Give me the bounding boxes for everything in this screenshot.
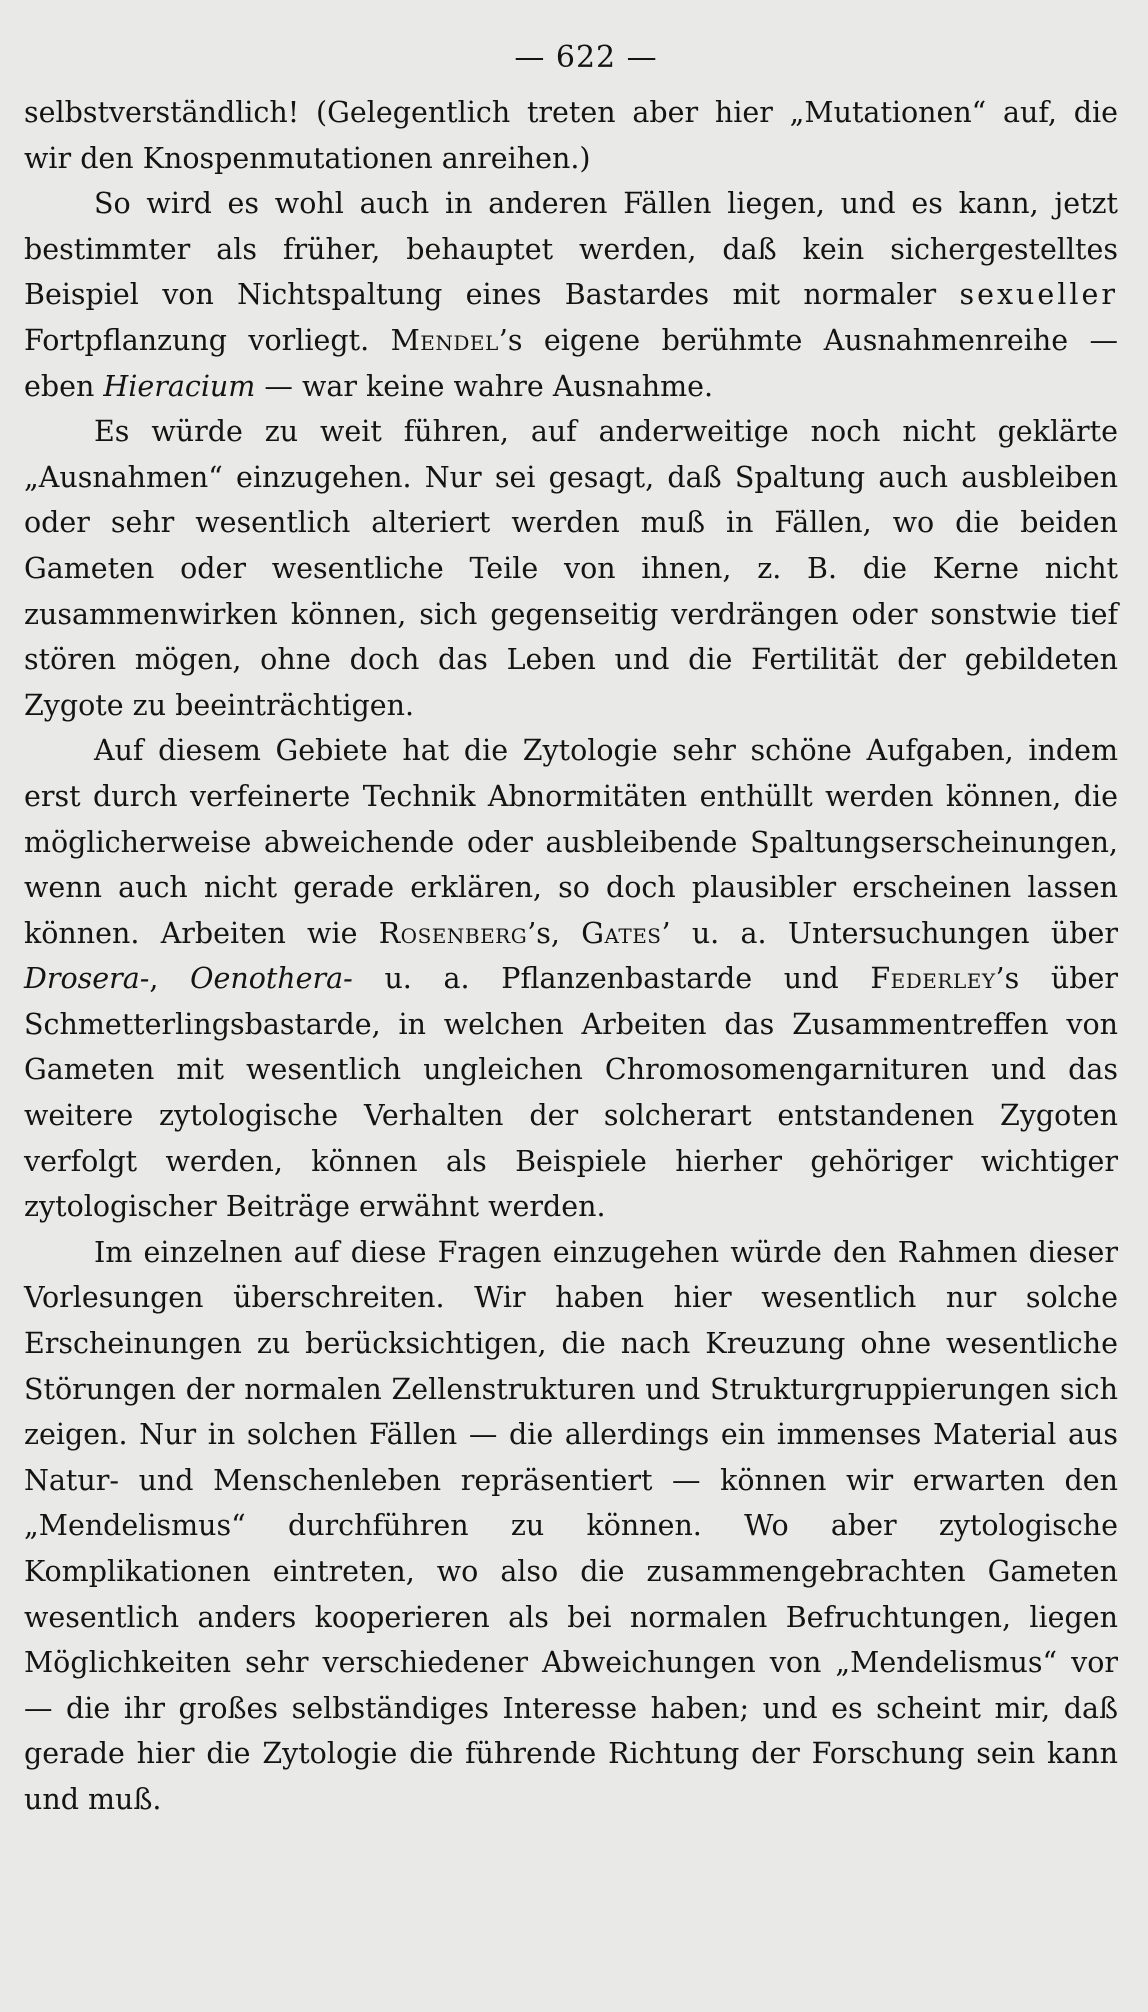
text-run: Gates (581, 916, 662, 950)
text-run: Fortpflanzung vorliegt. (24, 323, 391, 357)
text-run: ’s, (527, 916, 582, 950)
text-run: , (149, 962, 191, 996)
text-run: selbstverständlich! (Gelegentlich treten aber hier „Mutationen“ auf, die wir den Knospenmutationen anreihen.) (24, 96, 1118, 175)
page-number: — 622 — (514, 40, 658, 75)
paragraph-5 (24, 1230, 1118, 1823)
text-run: u. a. Pflanzenbastarde und (352, 962, 871, 996)
text-run: sexueller (959, 278, 1118, 312)
text-run: Rosenberg (378, 916, 528, 950)
text-run: Mendel (390, 323, 499, 357)
text-run: So wird es wohl auch in anderen Fällen liegen, und es kann, jetzt bestimmter als früher, behauptet werden, daß kein sichergestelltes Beispiel von Nichtspaltung eines Bastardes mit normaler (24, 187, 1118, 312)
text-run: Im einzelnen auf diese Fragen einzugehen würde den Rahmen dieser Vorlesungen überschreiten. Wir haben hier wesentlich nur solche Erscheinungen zu berücksichtigen, die nach Kreuzung ohne wesentliche Störungen der normalen Zellenstrukturen und Strukturgruppierungen sich zeigen. Nur in solchen Fällen — die allerdings ein immenses Material aus Natur- und Menschenleben repräsentiert — können wir erwarten den „Mendelismus“ durchführen zu können. Wo aber zytologische Komplikationen eintreten, wo also die zusammengebrachten Gameten wesentlich anders kooperieren als bei normalen Befruchtungen, liegen Möglichkeiten sehr verschiedener Abweichungen von „Mendelismus“ vor — die ihr großes selbständiges Interesse haben; und es scheint mir, daß gerade hier die Zytologie die führende Richtung der Forschung sein kann und muß. (24, 1235, 1118, 1816)
text-run: ’ u. a. Untersuchungen über (661, 916, 1118, 950)
paragraph-2 (24, 181, 1118, 409)
paragraph-1 (24, 90, 1118, 181)
text-run: Es würde zu weit führen, auf anderweitige noch nicht geklärte „Ausnahmen“ einzugehen. Nur sei gesagt, daß Spaltung auch ausbleiben oder sehr wesentlich alteriert werden muß in Fällen, wo die beiden Gameten oder wesentliche Teile von ihnen, z. B. die Kerne nicht zusammenwirken können, sich gegenseitig verdrängen oder sonstwie tief stören mögen, ohne doch das Leben und die Fertilität der gebildeten Zygote zu beeinträchtigen. (24, 415, 1118, 722)
body-text (24, 90, 1118, 1823)
text-run: ’s über Schmetterlingsbastarde, in welchen Arbeiten das Zusammentreffen von Gameten mit wesentlich ungleichen Chromosomengarnituren und das weitere zytologische Verhalten der solcherart entstandenen Zygoten verfolgt werden, können als Beispiele hierher gehöriger wichtiger zytologischer Beiträge erwähnt werden. (24, 962, 1118, 1224)
text-run: Drosera- (24, 962, 150, 996)
text-run: ’s eigene berühmte Ausnahmenreihe — eben (24, 323, 1118, 403)
paragraph-3 (24, 409, 1118, 728)
text-run: Auf diesem Gebiete hat die Zytologie sehr schöne Aufgaben, indem erst durch verfeinerte Technik Abnormitäten enthüllt werden können, die möglicherweise abweichende oder ausbleibende Spaltungserscheinungen, wenn auch nicht gerade erklären, so doch plausibler erscheinen lassen können. Arbeiten wie (24, 734, 1118, 950)
text-run: Oenothera- (190, 962, 353, 996)
text-run: Hieracium (103, 369, 256, 403)
text-run: — war keine wahre Ausnahme. (255, 369, 714, 403)
text-run: Federley (870, 962, 996, 996)
paragraph-4 (24, 728, 1118, 1230)
